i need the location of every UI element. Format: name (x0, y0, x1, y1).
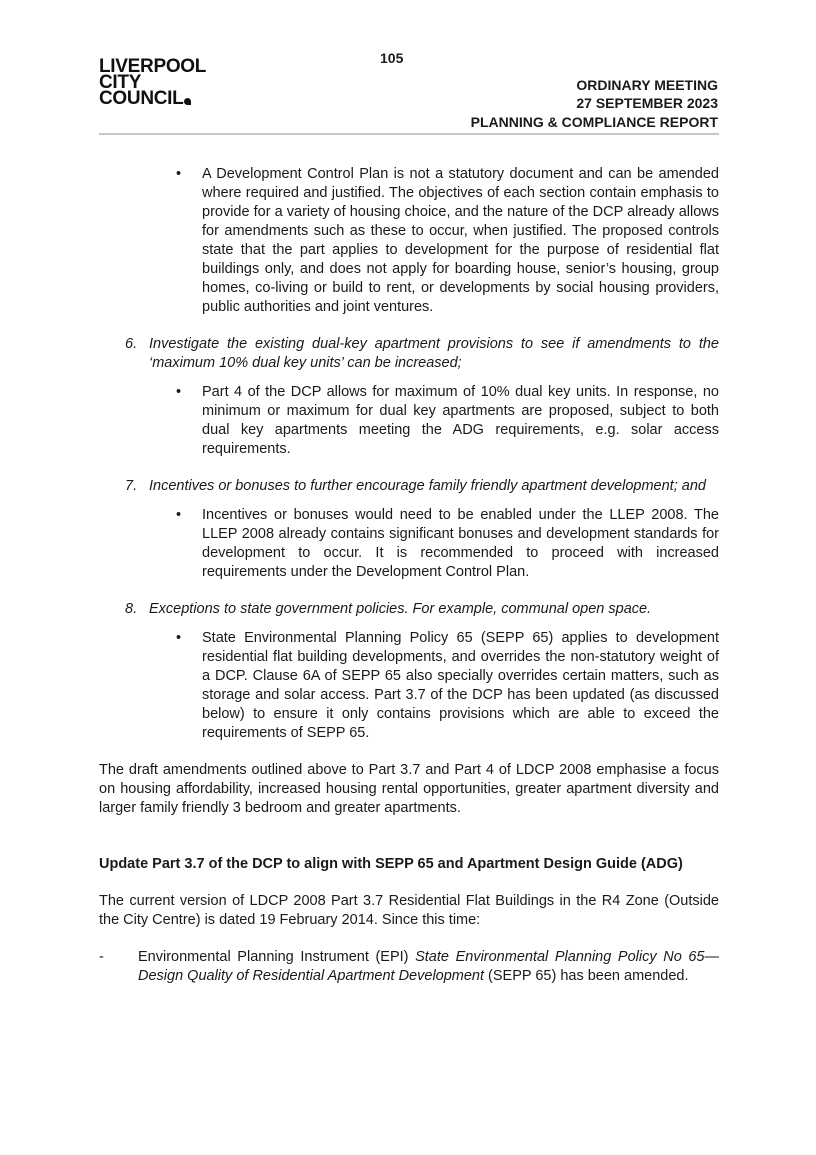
page-number: 105 (380, 50, 404, 66)
dash-item-policy-title: State Environmental Planning Policy No 65—Design Quality of Residential Apartment Development (138, 949, 719, 984)
current-version-paragraph: The current version of LDCP 2008 Part 3.7 Residential Flat Buildings in the R4 Zone (Outside the City Centre) is dated 19 February 2014. Since this time: (99, 893, 719, 928)
item-6-text: Investigate the existing dual-key apartment provisions to see if amendments to the ‘maximum 10% dual key units’ can be increased; (149, 336, 719, 371)
numbered-item-8 (125, 600, 719, 619)
meeting-header (576, 76, 718, 112)
logo-line-3: COUNCIL (99, 88, 184, 109)
bullet-incentives: • Incentives or bonuses would need to be enabled under the LLEP 2008. The LLEP 2008 already contains significant bonuses and development standards for development to occur. It is recommended to proceed with increased requirements under the Development Control Plan. (202, 506, 719, 582)
summary-paragraph: The draft amendments outlined above to Part 3.7 and Part 4 of LDCP 2008 emphasise a focus on housing affordability, increased housing rental opportunities, greater apartment diversity and larger family friendly 3 bedroom and greater apartments. (99, 762, 719, 816)
item-8-text: Exceptions to state government policies. For example, communal open space. (149, 601, 652, 617)
bullet-dual-key: • Part 4 of the DCP allows for maximum of 10% dual key units. In response, no minimum or maximum for dual key apartments are proposed, subject to both dual key apartments meeting the ADG requirements, e.g. solar access requirements. (202, 383, 719, 459)
dash-list-item (99, 948, 719, 986)
item-6-number: 6. (125, 336, 138, 352)
item-7-number: 7. (125, 478, 138, 494)
item-7-text: Incentives or bonuses to further encourage family friendly apartment development; and (149, 478, 706, 494)
numbered-item-7 (125, 477, 719, 496)
logo-line-2: CITY (99, 72, 142, 93)
document-body (99, 165, 719, 986)
dash-item-prefix: Environmental Planning Instrument (EPI) (138, 949, 416, 965)
liverpool-city-council-logo (99, 56, 207, 109)
bullet-dcp-not-statutory: • A Development Control Plan is not a statutory document and can be amended where required and justified. The objectives of each section contain emphasis to provide for a variety of housing choice, and the nature of the DCP already allows for amendments such as these to occur, when justified. The proposed controls state that the part applies to development for the purpose of residential flat buildings only, and does not apply for boarding house, senior’s housing, group homes, co-living or build to rent, or developments by social housing providers, public authorities and joint ventures. (202, 165, 719, 317)
logo-line-1: LIVERPOOL (99, 56, 207, 77)
header-divider (99, 133, 719, 135)
numbered-item-6 (125, 335, 719, 373)
meeting-title: ORDINARY MEETING (576, 77, 718, 93)
dash-marker: - (99, 949, 104, 965)
bullet-sepp65: • State Environmental Planning Policy 65 (SEPP 65) applies to development residential flat building developments, and overrides the non-statutory weight of a DCP. Clause 6A of SEPP 65 also specially overrides certain matters, such as storage and solar access. Part 3.7 of the DCP has been updated (as discussed below) to ensure it only contains provisions which are able to exceed the requirements of SEPP 65. (202, 629, 719, 743)
meeting-date: 27 SEPTEMBER 2023 (576, 95, 718, 111)
item-8-number: 8. (125, 601, 138, 617)
logo-mark-icon (184, 98, 191, 105)
section-heading: Update Part 3.7 of the DCP to align with SEPP 65 and Apartment Design Guide (ADG) (99, 856, 683, 872)
dash-item-suffix: (SEPP 65) has been amended. (484, 968, 689, 984)
report-title: PLANNING & COMPLIANCE REPORT (470, 114, 718, 130)
